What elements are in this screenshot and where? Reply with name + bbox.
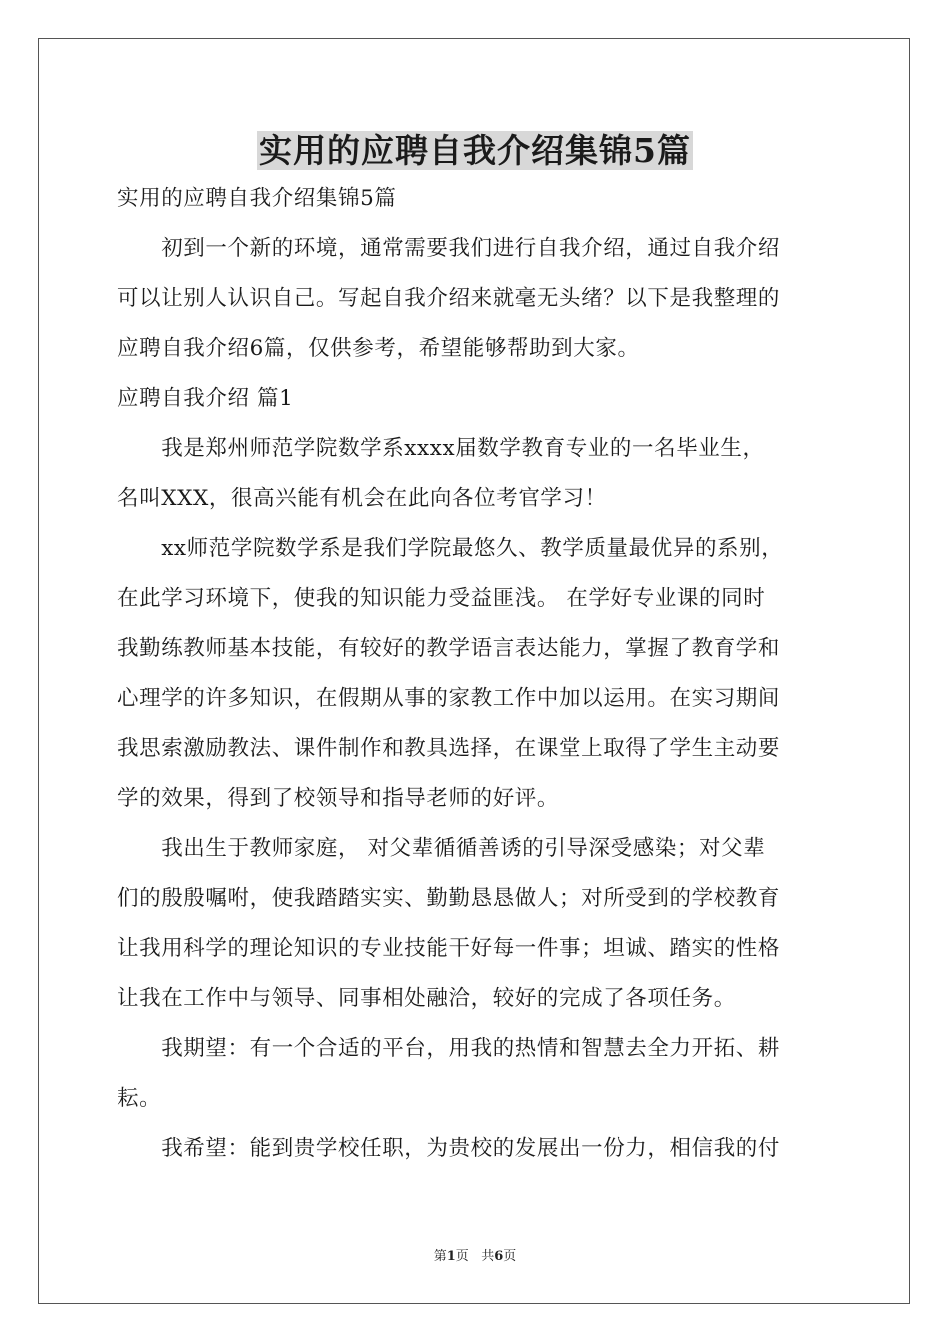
footer-total-prefix: 共 [481,1249,495,1264]
subtitle-line: 实用的应聘自我介绍集锦5篇 [117,186,397,211]
document-title [0,128,950,174]
paragraph-line: 初到一个新的环境，通常需要我们进行自我介绍，通过自我介绍 [117,236,781,261]
document-title-text: 实用的应聘自我介绍集锦5篇 [259,131,691,170]
paragraph-line: 心理学的许多知识，在假期从事的家教工作中加以运用。在实习期间 [117,686,781,711]
paragraph-line: 我是郑州师范学院数学系xxxx届数学教育专业的一名毕业生， [117,436,765,461]
paragraph-line: 让我在工作中与领导、同事相处融洽，较好的完成了各项任务。 [117,986,736,1011]
footer-page-prefix: 第 [433,1249,447,1264]
page-border [38,38,910,1304]
paragraph-line: 名叫XXX，很高兴能有机会在此向各位考官学习！ [117,486,607,511]
section-heading: 应聘自我介绍 篇1 [117,386,294,411]
paragraph-line: 应聘自我介绍6篇，仅供参考，希望能够帮助到大家。 [117,336,640,361]
paragraph-line: 学的效果，得到了校领导和指导老师的好评。 [117,786,560,811]
footer-page-total: 6 [494,1249,504,1264]
paragraph-line: 在此学习环境下，使我的知识能力受益匪浅。 在学好专业课的同时 [117,586,766,611]
paragraph-line: xx师范学院数学系是我们学院最悠久、教学质量最优异的系别， [117,536,784,561]
paragraph-line: 可以让别人认识自己。写起自我介绍来就毫无头绪？以下是我整理的 [117,286,781,311]
paragraph-line: 我期望：有一个合适的平台，用我的热情和智慧去全力开拓、耕 [117,1036,781,1061]
paragraph-line: 让我用科学的理论知识的专业技能干好每一件事；坦诚、踏实的性格 [117,936,781,961]
paragraph-line: 我思索激励教法、课件制作和教具选择，在课堂上取得了学生主动要 [117,736,781,761]
footer-total-suffix: 页 [503,1249,517,1264]
footer-page-current: 1 [446,1249,456,1264]
paragraph-line: 我出生于教师家庭， 对父辈循循善诱的引导深受感染；对父辈 [117,836,766,861]
paragraph-line: 我希望：能到贵学校任职，为贵校的发展出一份力，相信我的付 [117,1136,781,1161]
paragraph-line: 我勤练教师基本技能，有较好的教学语言表达能力，掌握了教育学和 [117,636,781,661]
footer-page-suffix: 页 [455,1249,469,1264]
page-footer [0,1248,950,1266]
paragraph-line: 耘。 [117,1086,162,1111]
paragraph-line: 们的殷殷嘱咐，使我踏踏实实、勤勤恳恳做人；对所受到的学校教育 [117,886,781,911]
